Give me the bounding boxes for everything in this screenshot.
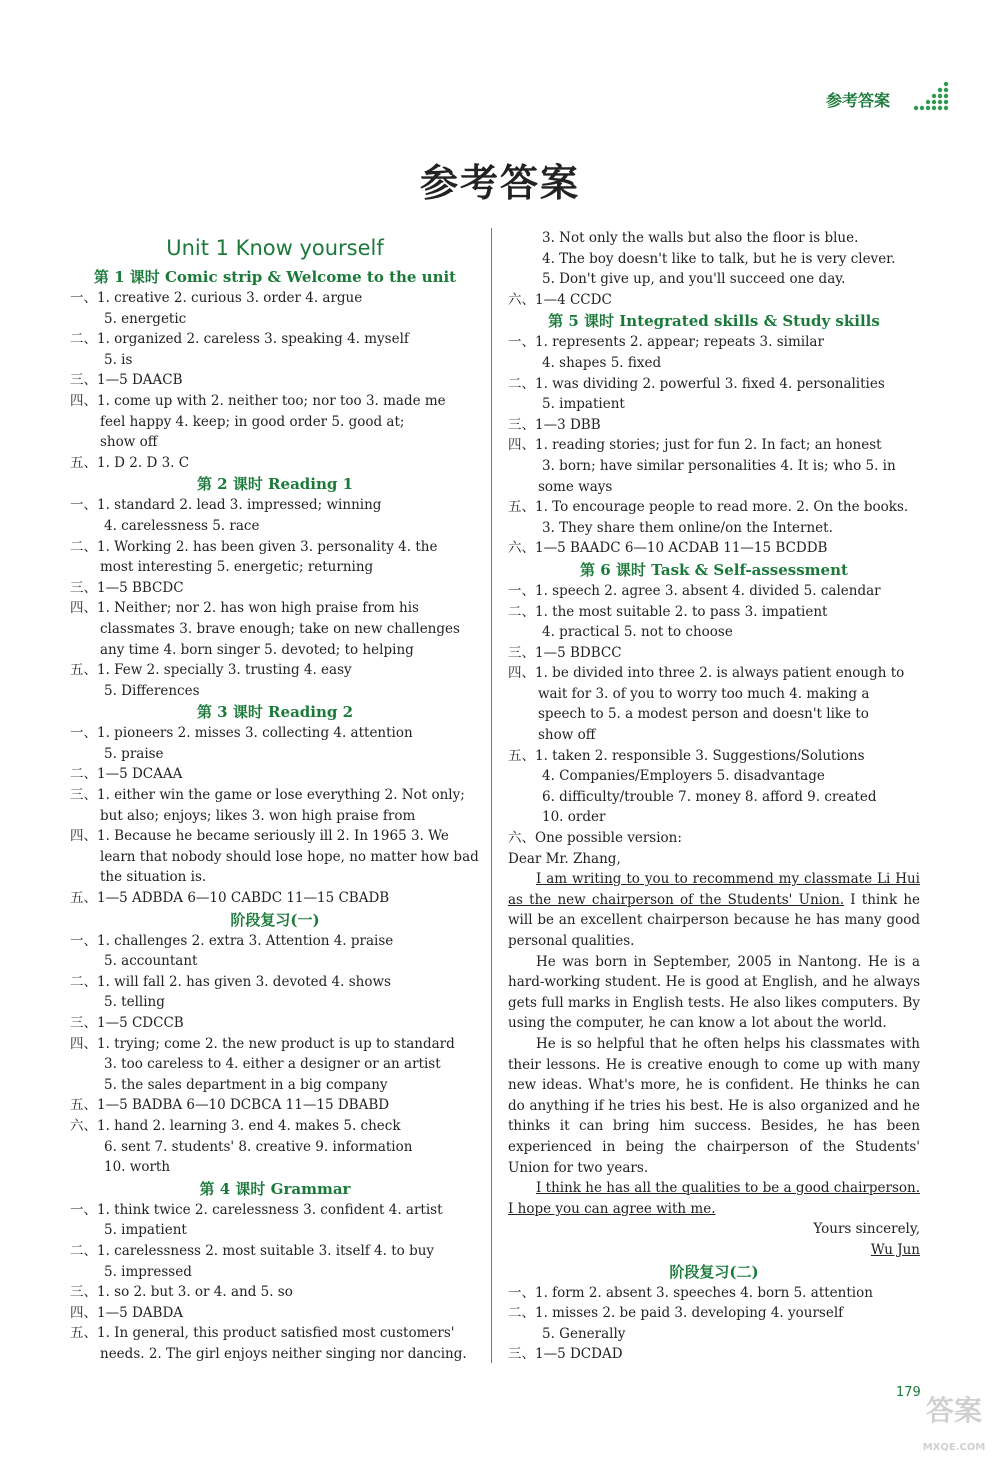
answer-line: 三、1—5 BDBCC [508, 644, 622, 661]
answer-line: 四、1. Neither; nor 2. has won high praise from his [70, 600, 419, 617]
answer-line: 四、1. trying; come 2. the new product is up to standard [70, 1035, 455, 1052]
answer-line: 五、1. In general, this product satisfied most customers' [70, 1325, 455, 1342]
right-column [508, 228, 920, 1365]
letter-paragraph-4 [508, 1178, 920, 1219]
watermark-text: 答案 [925, 1394, 983, 1427]
answer-line: 二、1. organized 2. careless 3. speaking 4. myself [70, 331, 409, 348]
answer-line-continued: 5. impressed [104, 1263, 192, 1280]
answer-line: 三、1—3 DBB [508, 416, 601, 433]
answer-line: 五、1. Few 2. specially 3. trusting 4. easy [70, 662, 352, 679]
page-title: 参考答案 [419, 161, 580, 205]
answer-line-wrapped: needs. 2. The girl enjoys neither singing nor dancing. [100, 1345, 467, 1362]
answer-line: 四、1. come up with 2. neither too; nor too 3. made me [70, 392, 446, 409]
answer-line: 五、1. D 2. D 3. C [70, 454, 190, 471]
letter-underlined-2: as the new chairperson of the Students' Union. [508, 891, 845, 908]
answer-line-wrapped: most interesting 5. energetic; returning [100, 559, 374, 576]
answer-line: 一、1. pioneers 2. misses 3. collecting 4. attention [70, 725, 413, 742]
letter-closing: Yours sincerely, [813, 1221, 920, 1238]
answer-line: 四、1. Because he became seriously ill 2. In 1965 3. We [70, 828, 449, 845]
answer-line-continued: 4. practical 5. not to choose [542, 624, 733, 641]
column-divider [491, 228, 492, 1363]
answer-line: 一、1. standard 2. lead 3. impressed; winning [70, 497, 382, 514]
answer-line: 二、1. was dividing 2. powerful 3. fixed 4. personalities [508, 375, 885, 392]
answer-line: 四、1. reading stories; just for fun 2. In fact; an honest [508, 437, 882, 454]
letter-paragraph-2: He was born in September, 2005 in Nantong. He is a hard-working student. He is good at English, and he always gets full marks in English tests. He also likes computers. By using the computer, he can know a lot about the world. [508, 953, 920, 1032]
answer-line: 五、1—5 BADBA 6—10 DCBCA 11—15 DBABD [70, 1097, 390, 1114]
answer-line-continued: 5. praise [104, 745, 164, 762]
answer-line: 二、1. carelessness 2. most suitable 3. itself 4. to buy [70, 1242, 435, 1259]
section-heading: 第 5 课时 Integrated skills & Study skills [548, 312, 880, 331]
answer-line: 二、1. the most suitable 2. to pass 3. impatient [508, 603, 828, 620]
left-column [70, 228, 480, 1365]
answer-line-wrapped: any time 4. born singer 5. devoted; to helping [100, 641, 414, 658]
header-tag: 参考答案 [826, 91, 891, 110]
answer-line-continued: 3. They share them online/on the Internet. [542, 519, 833, 536]
watermark-domain: MXQE.COM [922, 1442, 986, 1453]
answer-line-continued: 5. energetic [104, 310, 187, 327]
answer-line-continued: 5. impatient [542, 396, 625, 413]
letter-salutation: Dear Mr. Zhang, [508, 850, 621, 867]
answer-line-continued: 5. the sales department in a big company [104, 1076, 388, 1093]
answer-line: 三、1. either win the game or lose everything 2. Not only; [70, 787, 465, 804]
answer-line-continued: 3. Not only the walls but also the floor is blue. [542, 230, 859, 246]
answer-line: 四、1—5 DABDA [70, 1304, 184, 1321]
answer-line: 三、1. so 2. but 3. or 4. and 5. so [70, 1284, 293, 1301]
answer-line: 三、1—5 DAACB [70, 372, 183, 389]
answer-line-wrapped: but also; enjoys; likes 3. won high praise from [100, 807, 416, 824]
unit-title: Unit 1 Know yourself [166, 236, 384, 260]
section-heading: 第 2 课时 Reading 1 [196, 475, 354, 494]
answer-line: 三、1—5 CDCCB [70, 1015, 184, 1031]
letter-p1-rest: I think he will be an excellent chairperson because he has many good personal qualities. [508, 891, 921, 949]
answer-line: 三、1—5 BBCDC [70, 579, 184, 596]
answer-line: 六、1. hand 2. learning 3. end 4. makes 5. check [70, 1117, 401, 1134]
answer-line: 二、1—5 DCAAA [70, 766, 183, 783]
dot-grid-icon [912, 80, 952, 114]
answer-line-continued: 5. is [104, 351, 133, 368]
letter-signature [508, 1240, 920, 1261]
section-heading: 第 4 课时 Grammar [199, 1179, 351, 1198]
answer-line: 一、1. speech 2. agree 3. absent 4. divided 5. calendar [508, 582, 881, 599]
section-heading: 第 6 课时 Task & Self-assessment [580, 560, 848, 579]
answer-line: 六、One possible version: [508, 830, 682, 847]
answer-line-continued: 5. Generally [542, 1325, 626, 1342]
answer-line: 五、1. taken 2. responsible 3. Suggestions/Solutions [508, 747, 865, 764]
section-heading: 第 1 课时 Comic strip & Welcome to the unit [93, 268, 457, 286]
answer-line-continued: 4. Companies/Employers 5. disadvantage [542, 768, 825, 785]
answer-line: 一、1. represents 2. appear; repeats 3. similar [508, 334, 824, 351]
letter-underlined-3: I think he has all the qualities to be a good chairperson. I hope you can agree with me. [508, 1180, 920, 1217]
answer-line: 五、1—5 ADBDA 6—10 CABDC 11—15 CBADB [70, 890, 390, 907]
answer-line-continued: 4. shapes 5. fixed [542, 354, 662, 371]
answer-line-continued: 6. difficulty/trouble 7. money 8. afford 9. created [542, 788, 877, 805]
answer-line: 二、1. misses 2. be paid 3. developing 4. yourself [508, 1305, 844, 1322]
answer-line-continued: 5. Don't give up, and you'll succeed one day. [542, 271, 846, 288]
page-number: 179 [896, 1385, 921, 1400]
answer-line: 一、1. think twice 2. carelessness 3. confident 4. artist [70, 1201, 443, 1218]
answer-line-wrapped: classmates 3. brave enough; take on new challenges [100, 620, 460, 637]
answer-line-continued: 4. carelessness 5. race [104, 517, 260, 534]
answer-line: 六、1—5 BAADC 6—10 ACDAB 11—15 BCDDB [508, 540, 828, 557]
answer-line-wrapped: the situation is. [100, 869, 207, 886]
answer-line-wrapped: some ways [538, 478, 613, 495]
letter-paragraph-3: He is so helpful that he often helps his classmates with their lessons. He is creative enough to come up with many new ideas. What's more, he is confident. He thinks he can do anything if he tries his best. He is also organized and he thinks it can bring him success. Besides, he has been experienced in being the chairperson of the Students' Union for two years. [508, 1035, 920, 1176]
answer-line-wrapped: learn that nobody should lose hope, no matter how bad [100, 848, 479, 865]
answer-line-continued: 4. The boy doesn't like to talk, but he is very clever. [542, 250, 896, 267]
answer-line-wrapped: wait for 3. of you to worry too much 4. making a [538, 685, 870, 702]
answer-line-continued: 3. born; have similar personalities 4. It is; who 5. in [542, 457, 896, 474]
answer-line-continued: 10. order [542, 809, 606, 826]
answer-line-continued: 5. telling [104, 994, 165, 1011]
answer-line: 一、1. form 2. absent 3. speeches 4. born 5. attention [508, 1284, 873, 1301]
letter-signature-name: Wu Jun [870, 1241, 920, 1258]
letter-underlined-1: I am writing to you to recommend my classmate Li Hui [536, 871, 920, 888]
section-heading: 第 3 课时 Reading 2 [196, 703, 354, 722]
answer-line: 四、1. be divided into three 2. is always patient enough to [508, 665, 905, 682]
answer-line: 五、1. To encourage people to read more. 2. On the books. [508, 499, 909, 516]
answer-line: 一、1. creative 2. curious 3. order 4. argue [70, 290, 363, 306]
answer-line: 一、1. challenges 2. extra 3. Attention 4. praise [70, 932, 394, 949]
answer-line-continued: 10. worth [104, 1159, 171, 1176]
answer-line-wrapped: show off [100, 434, 158, 451]
letter-paragraph-1 [508, 869, 920, 951]
watermark-logo [920, 1378, 988, 1458]
section-heading: 阶段复习(一) [230, 910, 320, 929]
answer-line-continued: 5. accountant [104, 953, 198, 970]
answer-line-continued: 3. too careless to 4. either a designer or an artist [104, 1056, 441, 1073]
answer-line-continued: 5. impatient [104, 1222, 187, 1239]
answer-line: 二、1. Working 2. has been given 3. personality 4. the [70, 538, 438, 555]
sample-letter [508, 849, 920, 1261]
answer-line-wrapped: speech to 5. a modest person and doesn't like to [538, 706, 869, 723]
answer-line-wrapped: show off [538, 727, 596, 744]
answer-line-continued: 5. Differences [104, 682, 200, 699]
answer-line-wrapped: feel happy 4. keep; in good order 5. good at; [100, 413, 405, 430]
answer-line: 二、1. will fall 2. has given 3. devoted 4. shows [70, 973, 391, 990]
answer-line: 三、1—5 DCDAD [508, 1346, 623, 1363]
section-heading: 阶段复习(二) [669, 1262, 759, 1281]
answer-line-continued: 6. sent 7. students' 8. creative 9. information [104, 1138, 413, 1155]
answer-line: 六、1—4 CCDC [508, 291, 612, 308]
